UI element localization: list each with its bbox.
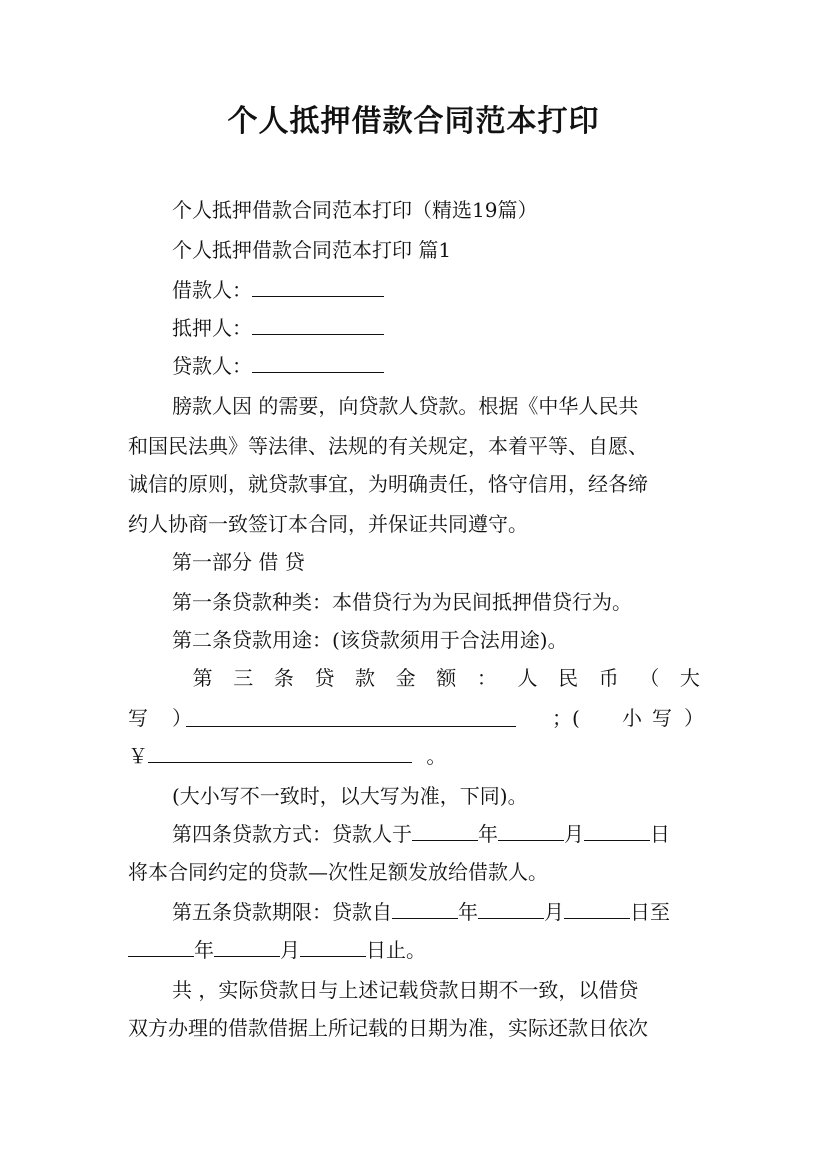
mortgagor-line [172,314,384,342]
year-blank [392,898,458,919]
article-4-cont: 将本合同约定的贷款—次性足额发放给借款人。 [128,860,548,884]
article-3-char: 人 [517,666,538,690]
semicolon: ；( [552,706,580,730]
article-3-char: 民 [558,666,579,690]
write-char: 写 [652,706,672,730]
year-label: 年 [478,822,498,846]
borrower-label: 借款人： [172,278,252,302]
day-blank [584,820,650,841]
article-3-line [128,664,700,692]
article-3-note: (大小写不一致时，以大写为准，下同)。 [172,784,528,808]
document-title: 个人抵押借款合同范本打印 [227,104,600,139]
article-3-char: 贷 [314,666,335,690]
lender-label: 贷款人： [172,354,252,378]
month-label: 月 [564,822,584,846]
lender-line [172,352,384,380]
borrower-blank [252,276,384,297]
month-blank [498,820,564,841]
mortgagor-label: 抵押人： [172,316,252,340]
article-5-text: 第五条贷款期限：贷款自 [172,900,392,924]
article-3-char: 款 [355,666,376,690]
article-5-cont [128,936,426,964]
write-char: 写 [128,706,148,730]
indent-spacer [128,664,172,692]
period: 。 [426,744,447,768]
article-1: 第一条贷款种类：本借贷行为为民间抵押借贷行为。 [172,590,632,614]
article-3-char: ： [476,666,497,690]
yen-symbol: ￥ [128,744,148,768]
day-blank [564,898,630,919]
paren-close: ） [172,706,192,730]
numeric-amount-blank [148,742,412,763]
month-label: 月 [280,938,300,962]
article-3-char: 三 [233,666,254,690]
article-3-char: 大 [679,666,700,690]
paragraph-line: 膀款人因 的需要，向贷款人贷款。根据《中华人民共 [172,394,639,418]
paragraph-line: 和国民法典》等法律、法规的有关规定，本着平等、自愿、 [128,434,648,458]
mortgagor-blank [252,314,384,335]
day-blank [300,936,366,957]
article-3-char: 条 [273,666,294,690]
paragraph-line: 诚信的原则，就贷款事宜，为明确责任，恪守信用，经各缔 [128,472,648,496]
day-end-label: 日止。 [366,938,426,962]
article-4-line [172,820,670,848]
article-3-char: （ [639,666,660,690]
year-label: 年 [458,900,478,924]
paragraph-line: 双方办理的借款借据上所记载的日期为准，实际还款日依次 [128,1016,648,1040]
paragraph-line: 共 ，实际贷款日与上述记载贷款日期不一致，以借贷 [172,978,639,1002]
uppercase-amount-blank [186,706,516,727]
section-heading: 个人抵押借款合同范本打印 篇1 [172,238,452,262]
year-blank [128,936,194,957]
small-char: 小 [622,706,642,730]
month-blank [478,898,544,919]
day-label: 日 [650,822,670,846]
part-heading: 第一部分 借 贷 [172,550,305,574]
article-3-char: 额 [436,666,457,690]
paragraph-line: 约人协商一致签订本合同，并保证共同遵守。 [128,512,528,536]
article-4-text: 第四条贷款方式：贷款人于 [172,822,412,846]
article-3-char: 第 [192,666,213,690]
paren-close: ） [684,706,704,730]
yen-line [128,742,446,770]
article-3-char: 金 [395,666,416,690]
year-blank [412,820,478,841]
lender-blank [252,352,384,373]
subtitle-line: 个人抵押借款合同范本打印（精选19篇） [172,198,538,222]
article-5-line [172,898,670,926]
month-blank [214,936,280,957]
month-label: 月 [544,900,564,924]
article-2: 第二条贷款用途：(该贷款须用于合法用途)。 [172,628,568,652]
article-3-char: 币 [598,666,619,690]
borrower-line [172,276,384,304]
day-to-label: 日至 [630,900,670,924]
year-label: 年 [194,938,214,962]
